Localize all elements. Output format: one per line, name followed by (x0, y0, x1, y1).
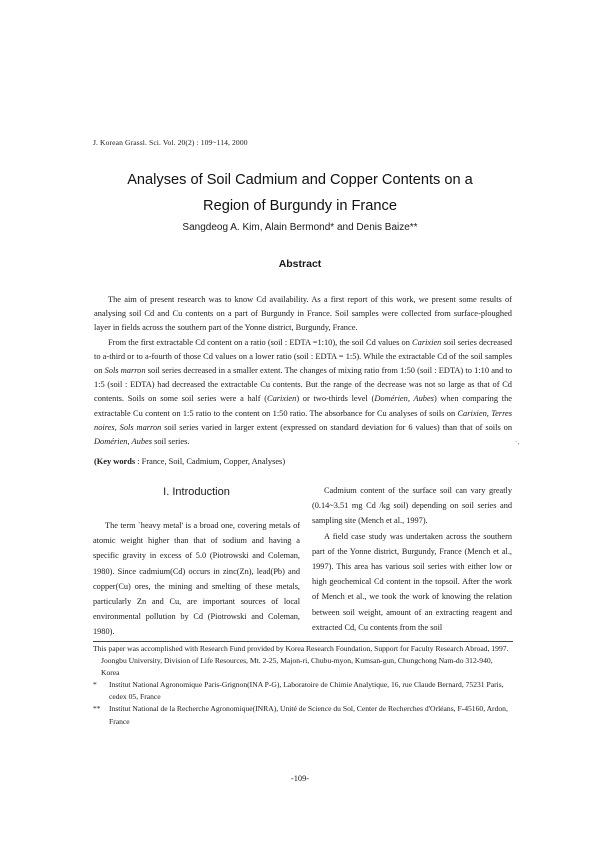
abstract-paragraph-2: From the first extractable Cd content on a ratio (soil : EDTA =1:10), the soil Cd values on Carixien soil series decreased to a-third or to a-fourth of those Cd values on a lower ratio (soil : EDTA = 1:5). While the extractable Cd of the soil samples on Sols marron soil series decreased in a smaller extent. The changes of mixing ratio from 1:50 (soil : EDTA) to 1:10 and to 1:5 (soil : EDTA) had decreased the extractable Cu contents. But the range of the decrease was not so large as that of Cd contents. Soils on some soil series were a half (Carixien) or two-thirds level (Domérien, Aubes) when comparing the extractable Cu content on 1:5 ratio to the content on 1:50 ratio. The absorbance for Cu analyses of soils on Carixien, Terres noires, Sols marron soil series varied in larger extent (expressed on standard deviation for 6 values) than that of soils on Domérien, Aubes soil series. (94, 337, 513, 447)
scan-mark: ·‚ (515, 438, 520, 446)
footnote-divider (93, 641, 513, 642)
introduction-left-column (93, 518, 300, 640)
abstract-paragraph-1: The aim of present research was to know Cd availability. As a first report of this work, we present some results of analysing soil Cd and Cu contents on a part of Burgundy in France. Soil samples were collected from surface-ploughed layer in fields across the southern part of the Yonne district, Burgundy, France. (94, 295, 512, 333)
journal-header: J. Korean Grassl. Sci. Vol. 20(2) : 109~114, 2000 (93, 138, 248, 147)
footnotes (93, 643, 513, 728)
keywords-list: : France, Soil, Cadmium, Copper, Analyses) (135, 457, 286, 466)
keywords-label: (Key words (94, 457, 136, 466)
introduction-paragraph-3: A field case study was undertaken across the southern part of the Yonne district, Burgundy, France (Mench et al., 1997). This area has various soil series with either low or high geochemical Cd content in the topsoil. After the work of Mench et al., we took the work of knowing the relation between soil weight, amount of an extracting reagent and extracted Cd, Cu contents from the soil (312, 531, 512, 632)
authors: Sangdeog A. Kim, Alain Bermond* and Denis Baize** (182, 222, 418, 233)
abstract-body (94, 293, 512, 449)
introduction-paragraph-2: Cadmium content of the surface soil can vary greatly (0.14~3.51 mg Cd /kg soil) depending on soil series and sampling site (Mench et al., 1997). (312, 486, 512, 526)
keywords (94, 457, 285, 466)
introduction-right-column (312, 483, 512, 635)
introduction-paragraph-1: The term `heavy metal' is a broad one, covering metals of atomic weight higher than that of sodium and having a specific gravity in excess of 5.0 (Piotrowski and Coleman, 1980). Since cadmium(Cd) occurs in zinc(Zn), lead(Pb) and copper(Cu) ores, the mining and smelting of these metals, particularly Zn and Cu, are important sources of local environmental pollution by Cd (Piotrowski and Coleman, 1980). (93, 521, 300, 637)
page-number: -109- (290, 774, 310, 783)
abstract-heading: Abstract (278, 258, 322, 270)
footnote-funding: This paper was accomplished with Research Fund provided by Korea Research Foundation, Support for Faculty Research Abroad, 1997. (93, 644, 509, 653)
footnote-affiliation-1: Joongbu University, Division of Life Resources, Mt. 2-25, Majon-ri, Chubu-myon, Kumsan-gun, Chungchong Nam-do 312-940, Korea (101, 656, 493, 678)
footnote-affiliation-2: * Institut National Agronomique Paris-Grignon(INA P-G), Laboratoire de Chimie Analytique, 16, rue Claude Bernard, 75231 Paris, cedex 05, France (93, 680, 504, 702)
paper-title-line-2: Region of Burgundy in France (203, 198, 397, 214)
paper-title-line-1: Analyses of Soil Cadmium and Copper Contents on a (127, 172, 473, 188)
footnote-affiliation-3: ** Institut National de la Recherche Agronomique(INRA), Unité de Science du Sol, Center de Recherches d'Orléans, F-45160, Ardon, France (93, 704, 508, 726)
introduction-heading: I. Introduction (163, 486, 230, 498)
